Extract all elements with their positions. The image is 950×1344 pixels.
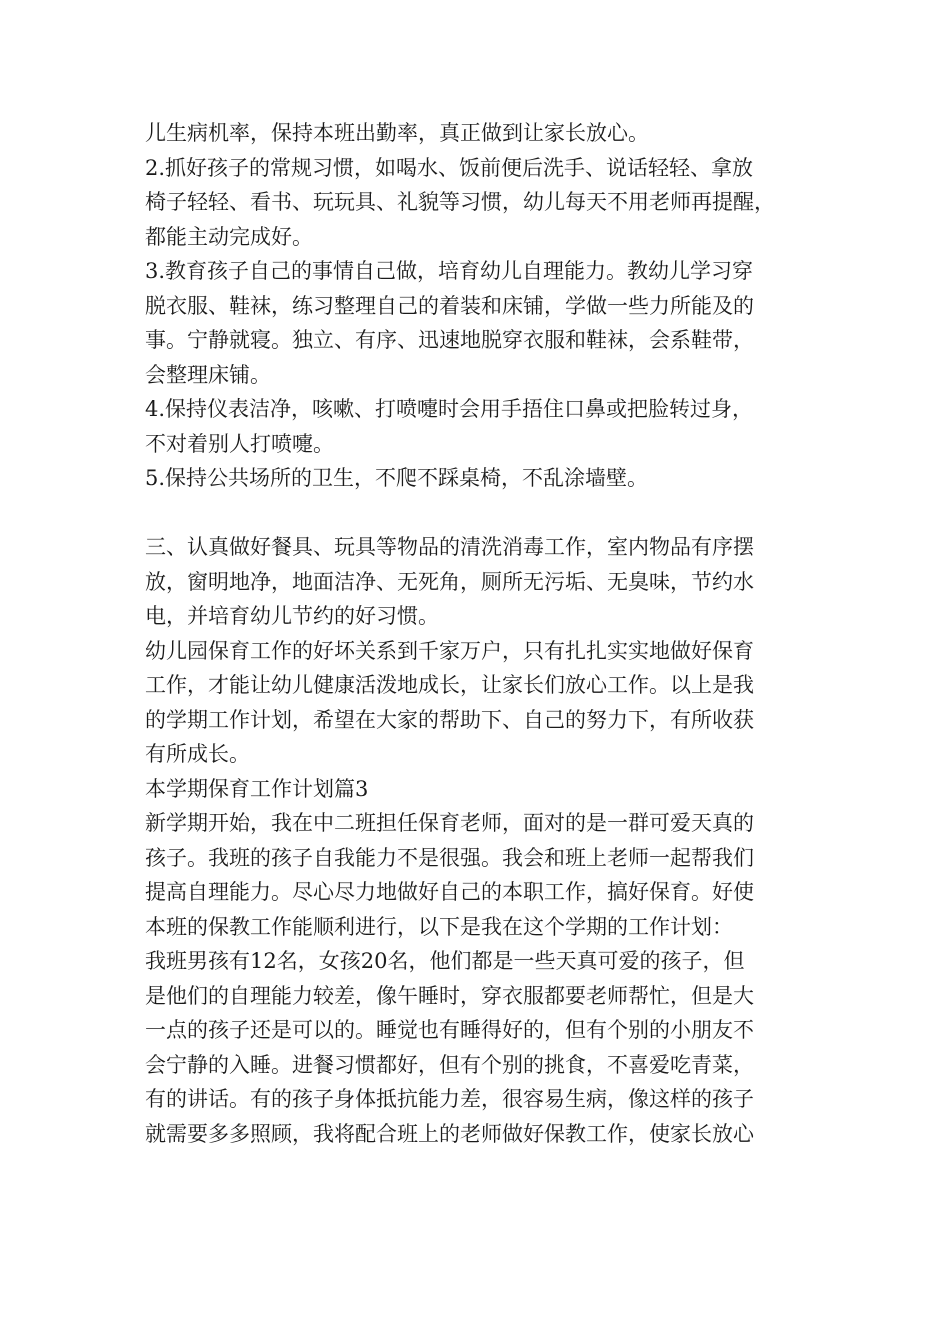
text-line: 电，并培育幼儿节约的好习惯。 xyxy=(145,604,439,628)
text-line: 新学期开始，我在中二班担任保育老师，面对的是一群可爱天真的 xyxy=(145,811,754,835)
text-line: 会宁静的入睡。进餐习惯都好，但有个别的挑食，不喜爱吃青菜， xyxy=(145,1052,754,1077)
text-line: 会整理床铺。 xyxy=(145,362,271,387)
text-line: 工作，才能让幼儿健康活泼地成长，让家长们放心工作。以上是我 xyxy=(145,673,754,697)
text-line: 的学期工作计划，希望在大家的帮助下、自己的努力下，有所收获 xyxy=(145,707,754,732)
text-line: 本班的保教工作能顺利进行，以下是我在这个学期的工作计划： xyxy=(145,914,733,939)
text-line: 都能主动完成好。 xyxy=(145,224,313,249)
section-three-line: 三、认真做好餐具、玩具等物品的清洗消毒工作，室内物品有序摆 xyxy=(145,535,754,559)
text-line: 放，窗明地净，地面洁净、无死角，厕所无污垢、无臭味，节约水 xyxy=(145,569,754,594)
list-item-5: 5.保持公共场所的卫生，不爬不踩桌椅，不乱涂墙壁。 xyxy=(145,466,649,490)
blank-line xyxy=(145,496,845,531)
text-line: 一点的孩子还是可以的。睡觉也有睡得好的，但有个别的小朋友不 xyxy=(145,1018,754,1042)
text-line: 就需要多多照顾，我将配合班上的老师做好保教工作，使家长放心 xyxy=(145,1121,754,1146)
list-item-2: 2.抓好孩子的常规习惯，如喝水、饭前便后洗手、说话轻轻、拿放 xyxy=(145,155,754,180)
text-line: 儿生病机率，保持本班出勤率，真正做到让家长放心。 xyxy=(145,121,649,145)
list-item-3: 3.教育孩子自己的事情自己做，培育幼儿自理能力。教幼儿学习穿 xyxy=(145,259,754,283)
text-line: 不对着别人打喷嚏。 xyxy=(145,431,334,456)
text-line: 椅子轻轻、看书、玩玩具、礼貌等习惯，幼儿每天不用老师再提醒， xyxy=(145,190,775,214)
text-line: 我班男孩有12名，女孩20名，他们都是一些天真可爱的孩子，但 xyxy=(145,949,745,973)
section-heading: 本学期保育工作计划篇3 xyxy=(145,776,369,801)
text-line: 脱衣服、鞋袜，练习整理自己的着装和床铺，学做一些力所能及的 xyxy=(145,293,754,318)
list-item-4: 4.保持仪表洁净，咳嗽、打喷嚏时会用手捂住口鼻或把脸转过身， xyxy=(145,397,754,421)
text-line: 有的讲话。有的孩子身体抵抗能力差，很容易生病，像这样的孩子 xyxy=(145,1087,754,1111)
text-line: 有所成长。 xyxy=(145,742,250,766)
text-line: 孩子。我班的孩子自我能力不是很强。我会和班上老师一起帮我们 xyxy=(145,845,754,870)
conclusion-line: 幼儿园保育工作的好坏关系到千家万户，只有扎扎实实地做好保育 xyxy=(145,638,754,663)
text-line: 是他们的自理能力较差，像午睡时，穿衣服都要老师帮忙，但是大 xyxy=(145,983,754,1008)
document-body xyxy=(145,116,845,1151)
text-line: 事。宁静就寝。独立、有序、迅速地脱穿衣服和鞋袜，会系鞋带， xyxy=(145,328,754,352)
text-line: 提高自理能力。尽心尽力地做好自己的本职工作，搞好保育。好使 xyxy=(145,880,754,904)
